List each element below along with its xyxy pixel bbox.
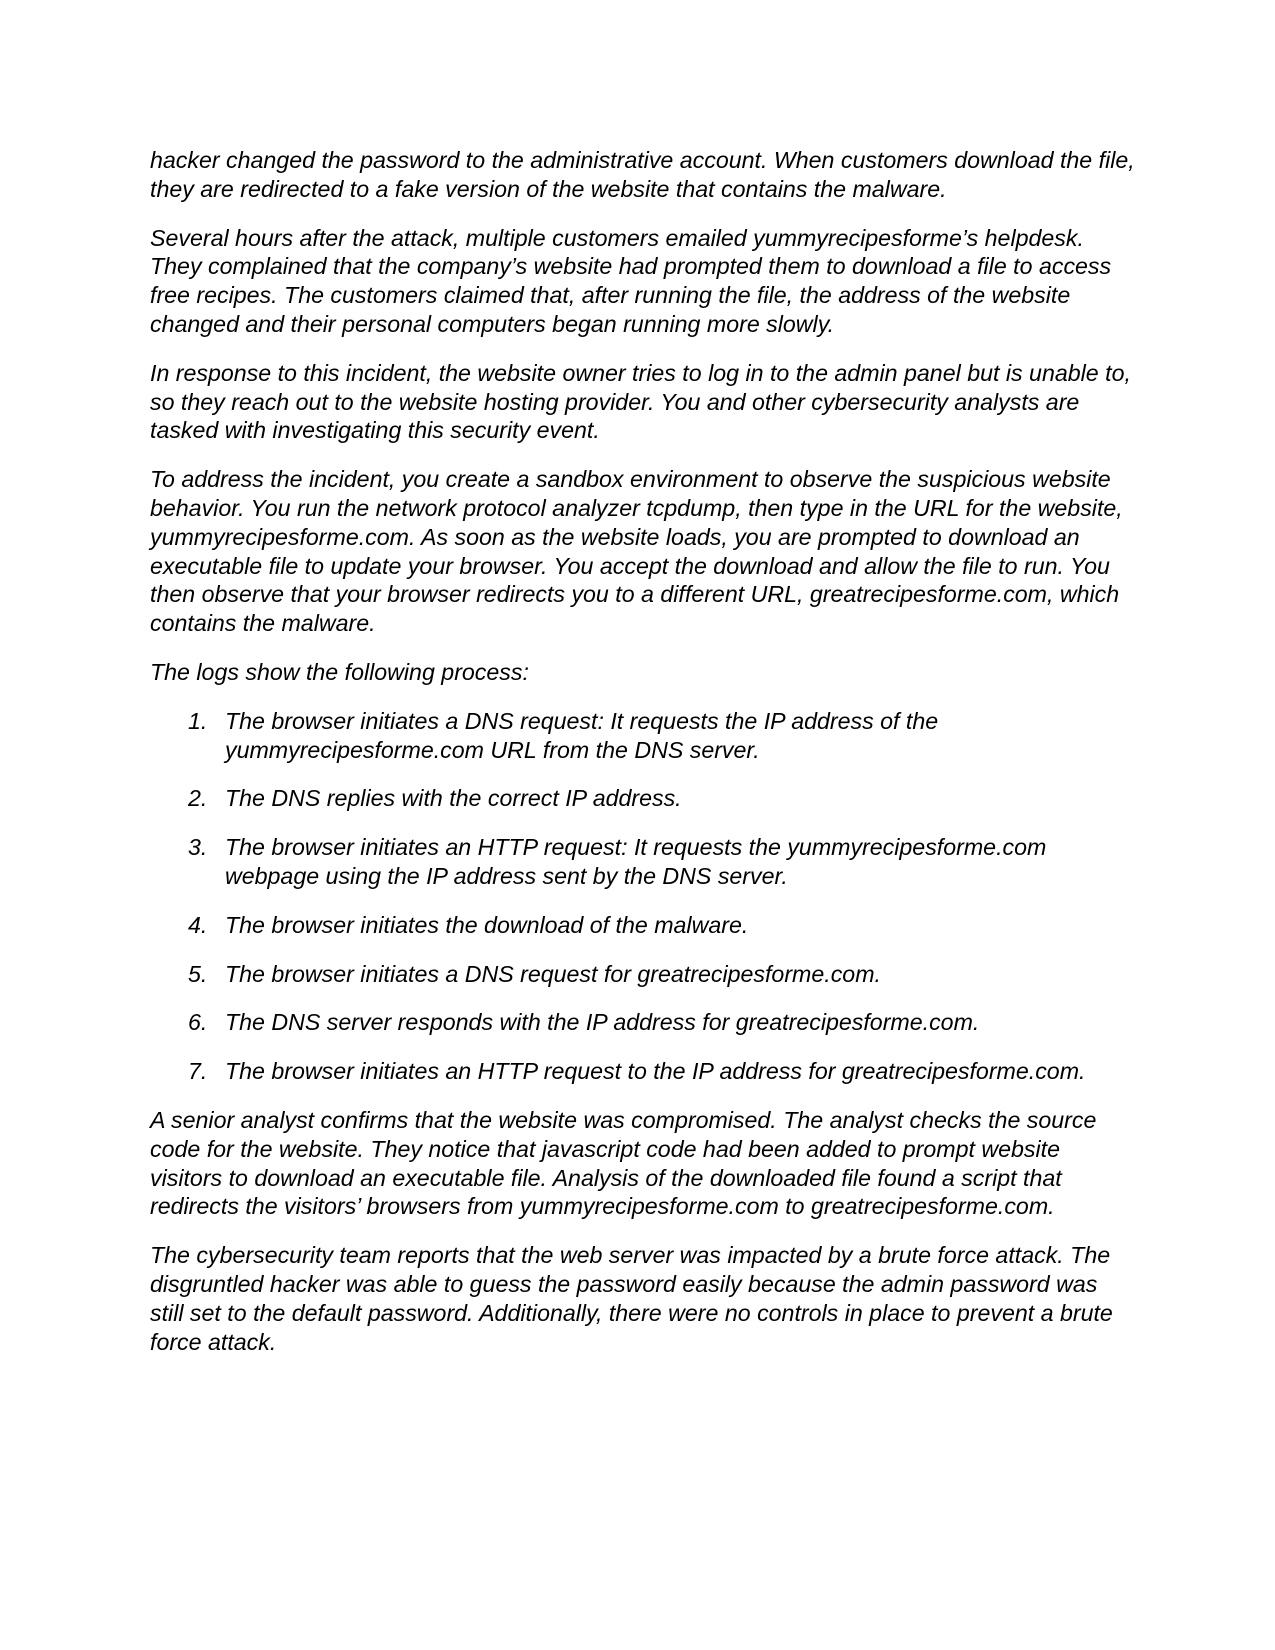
- paragraph-analyst-findings: A senior analyst confirms that the website was compromised. The analyst checks the source code for the website. They notice that javascript code had been added to prompt website visitors to download an executable file. Analysis of the downloaded file found a script that redirects the visitors’ browsers from yummyrecipesforme.com to greatrecipesforme.com.: [150, 1106, 1097, 1220]
- list-item-number: 5.: [188, 960, 208, 987]
- list-item: [150, 1057, 1135, 1086]
- paragraph-brute-force-report: The cybersecurity team reports that the web server was impacted by a brute force attack. The disgruntled hacker was able to guess the password easily because the admin password was still set to the default password. Additionally, there were no controls in place to prevent a brute force attack.: [150, 1242, 1113, 1355]
- list-item: [150, 911, 1135, 940]
- list-item-number: 6.: [188, 1009, 208, 1036]
- list-item-text: The browser initiates an HTTP request to the IP address for greatrecipesforme.com.: [225, 1058, 1086, 1085]
- list-item: [150, 833, 1135, 891]
- list-item: [150, 707, 1135, 765]
- list-item-number: 3.: [188, 834, 208, 861]
- list-item-text: The DNS replies with the correct IP address.: [225, 785, 682, 812]
- list-item-text: The browser initiates a DNS request: It requests the IP address of the yummyrecipesforme.com URL from the DNS server.: [225, 707, 939, 763]
- document-body: [150, 146, 1135, 1376]
- paragraph-logs-intro: The logs show the following process:: [150, 658, 529, 685]
- paragraph-owner-response: In response to this incident, the website owner tries to log in to the admin panel but is unable to, so they reach out to the website hosting provider. You and other cybersecurity analysts are tasked with investigating this security event.: [150, 359, 1131, 444]
- list-item: [150, 784, 1135, 813]
- list-item-number: 7.: [188, 1058, 208, 1085]
- list-item: [150, 1008, 1135, 1037]
- list-item-number: 2.: [188, 785, 208, 812]
- paragraph-redirect-summary: hacker changed the password to the administrative account. When customers download the file, they are redirected to a fake version of the website that contains the malware.: [150, 147, 1135, 202]
- list-item-text: The browser initiates an HTTP request: It requests the yummyrecipesforme.com webpage using the IP address sent by the DNS server.: [225, 834, 1047, 889]
- log-process-list: [150, 707, 1135, 1086]
- list-item: [150, 960, 1135, 989]
- list-item-number: 4.: [188, 911, 208, 938]
- list-item-text: The DNS server responds with the IP address for greatrecipesforme.com.: [225, 1009, 980, 1036]
- list-item-number: 1.: [188, 707, 208, 734]
- list-item-text: The browser initiates the download of the malware.: [225, 911, 749, 938]
- list-item-text: The browser initiates a DNS request for greatrecipesforme.com.: [225, 960, 881, 987]
- paragraph-sandbox-investigation: To address the incident, you create a sandbox environment to observe the suspicious website behavior. You run the network protocol analyzer tcpdump, then type in the URL for the website, yummyrecipesforme.com. As soon as the website loads, you are prompted to download an executable file to update your browser. You accept the download and allow the file to run. You then observe that your browser redirects you to a different URL, greatrecipesforme.com, which contains the malware.: [150, 466, 1123, 637]
- paragraph-customer-complaints: Several hours after the attack, multiple customers emailed yummyrecipesforme’s helpdesk. They complained that the company’s website had prompted them to download a file to access free recipes. The customers claimed that, after running the file, the address of the website changed and their personal computers began running more slowly.: [150, 224, 1112, 337]
